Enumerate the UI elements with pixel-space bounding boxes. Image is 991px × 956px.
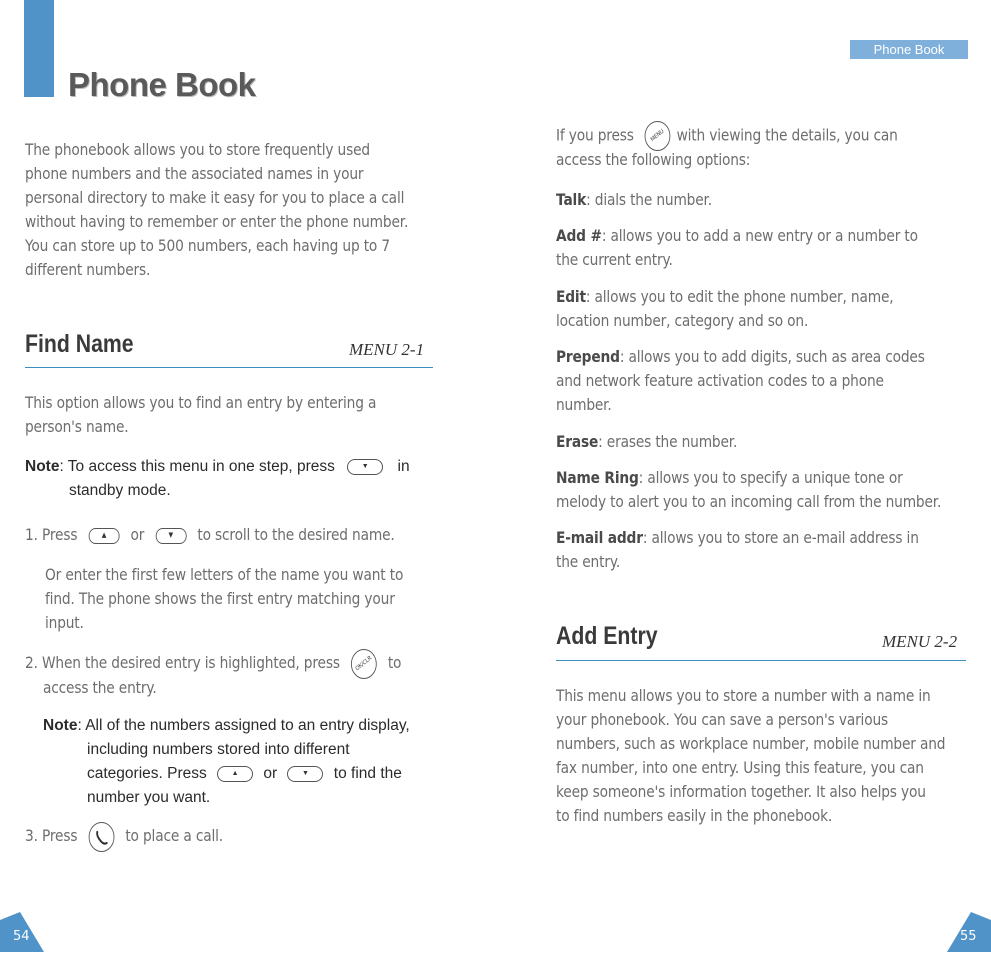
title-accent-bar: [24, 0, 54, 97]
note-2: Note: All of the numbers assigned to an entry display,: [43, 717, 410, 734]
option-name-ring: Name Ring: allows you to specify a unique tone or melody to alert you to an incoming call from the number.: [556, 468, 942, 511]
find-name-rule: [25, 367, 433, 368]
find-note-cont: standby mode.: [69, 482, 171, 499]
page-number-left: 54: [13, 929, 30, 944]
step-1: 1. Press ▲ or ▼ to scroll to the desired name.: [25, 525, 395, 544]
page-number-right: 55: [960, 929, 977, 944]
options-intro: If you press MENU with viewing the details, you can: [556, 121, 898, 151]
find-name-menu-code: MENU 2-1: [349, 340, 425, 359]
up-key-icon: ▲: [88, 528, 119, 544]
down-key-icon: ▼: [347, 459, 383, 475]
menu-key-icon: MENU: [645, 121, 671, 151]
option-talk: Talk: dials the number.: [556, 190, 712, 209]
down-key-icon: ▼: [287, 766, 323, 782]
step-1-more: Or enter the first few letters of the name you want to find. The phone shows the first entry matching your input.: [45, 565, 404, 632]
down-key-icon: ▼: [155, 528, 186, 544]
add-entry-menu-code: MENU 2-2: [882, 632, 958, 651]
option-edit: Edit: allows you to edit the phone number, name, location number, category and so on.: [556, 287, 894, 330]
find-note: Note: To access this menu in one step, press ▼ in: [25, 458, 410, 475]
find-name-desc: This option allows you to find an entry by entering a person's name.: [25, 393, 377, 436]
up-key-icon: ▲: [217, 766, 253, 782]
find-name-heading: Find Name: [25, 330, 134, 358]
option-add-number: Add #: allows you to add a new entry or a number to the current entry.: [556, 226, 918, 269]
page-title: Phone Book: [68, 66, 256, 103]
note-2-line2: including numbers stored into different: [87, 741, 350, 758]
option-email: E-mail addr: allows you to store an e-mail address in the entry.: [556, 528, 919, 571]
header-tab: Phone Book: [850, 40, 968, 59]
note-2-line4: number you want.: [87, 789, 211, 806]
ok-clr-key-icon: OK/CLR: [351, 649, 377, 679]
option-erase: Erase: erases the number.: [556, 432, 738, 451]
add-entry-desc: This menu allows you to store a number with a name in your phonebook. You can save a person's various numbers, such as workplace number, mobile number and fax number, into one entry. Using this feature, you can keep someone's information together. It also helps you to find numbers easily in the phonebook.: [556, 686, 946, 825]
intro-paragraph: The phonebook allows you to store frequently used phone numbers and the associated names in your personal directory to make it easy for you to place a call without having to remember or enter the phone number. You can store up to 500 numbers, each having up to 7 different numbers.: [25, 140, 409, 279]
step-2: 2. When the desired entry is highlighted, press OK/CLR to: [25, 648, 401, 679]
note-2-line3: categories. Press ▲ or ▼ to find the: [87, 765, 402, 782]
step-2-cont: access the entry.: [43, 678, 157, 697]
send-key-icon: [88, 822, 114, 852]
options-intro-cont: access the following options:: [556, 150, 751, 169]
option-prepend: Prepend: allows you to add digits, such as area codes and network feature activation codes to a phone number.: [556, 347, 925, 414]
add-entry-heading: Add Entry: [556, 622, 658, 650]
step-3: 3. Press to place a call.: [25, 820, 223, 852]
add-entry-rule: [556, 660, 966, 661]
